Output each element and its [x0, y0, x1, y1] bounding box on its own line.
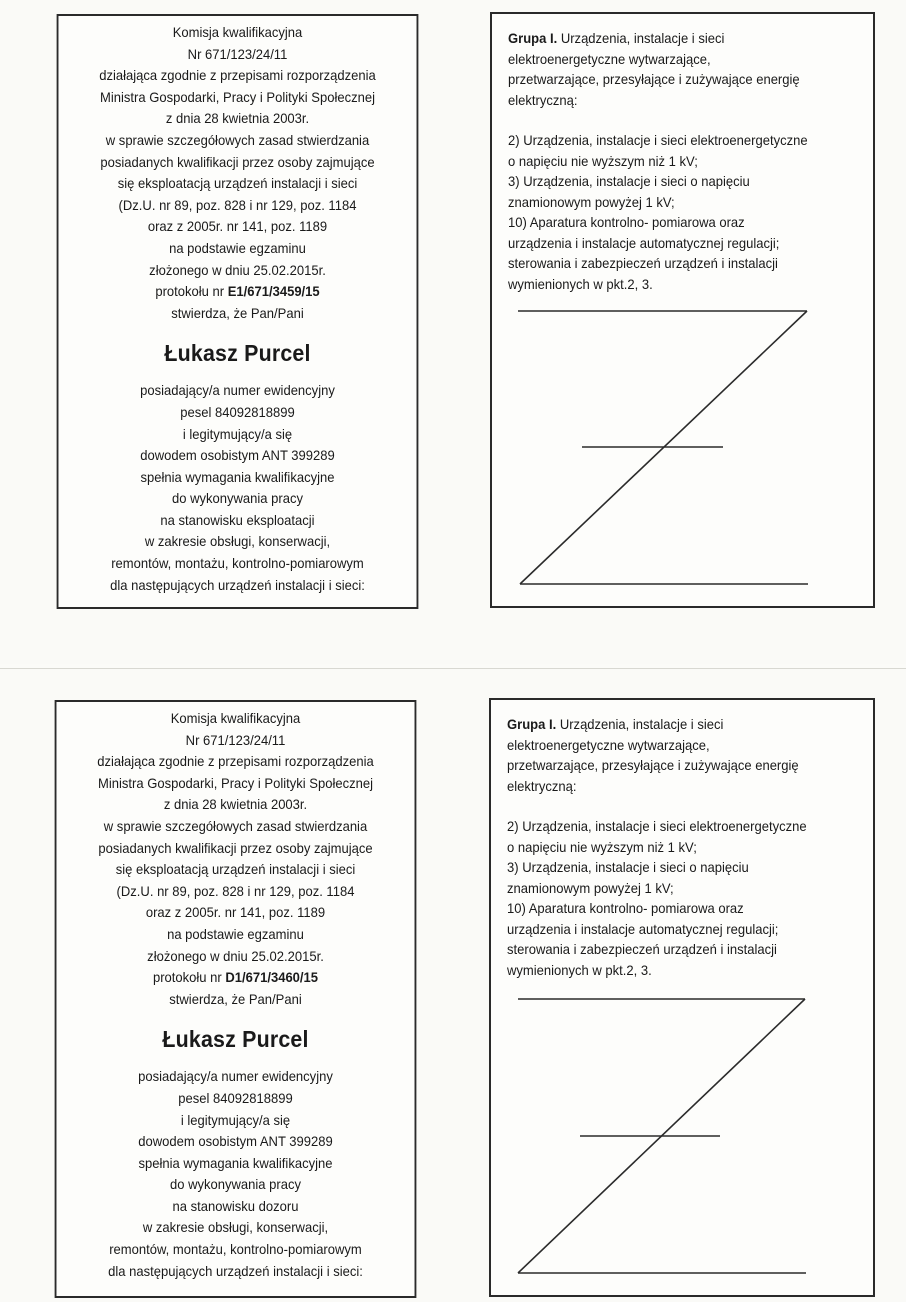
- item-line: 2) Urządzenia, instalacje i sieci elektroenergetyczne: [508, 132, 808, 148]
- protocol-number: E1/671/3459/15: [227, 283, 320, 300]
- states-line: stwierdza, że Pan/Pani: [171, 304, 304, 321]
- front-line: posiadający/a numer ewidencyjny: [138, 1068, 333, 1085]
- item-line: sterowania i zabezpieczeń urządzeń i instalacji: [508, 255, 778, 271]
- front-line: w sprawie szczegółowych zasad stwierdzania: [105, 131, 370, 148]
- front-line: na stanowisku eksploatacji: [160, 511, 315, 528]
- front-line: (Dz.U. nr 89, poz. 828 i nr 129, poz. 1184: [118, 196, 357, 213]
- item-line: znamionowym powyżej 1 kV;: [508, 193, 675, 210]
- front-line: Nr 671/123/24/11: [185, 731, 286, 748]
- z-strikeout-mark: [0, 669, 906, 1302]
- protocol-prefix: protokołu nr: [155, 283, 228, 300]
- item-line: 3) Urządzenia, instalacje i sieci o napięciu: [507, 859, 749, 875]
- front-line: dowodem osobistym ANT 399289: [138, 1133, 333, 1150]
- protocol-prefix: protokołu nr: [152, 969, 226, 986]
- front-line: z dnia 28 kwietnia 2003r.: [163, 796, 308, 813]
- item-line: sterowania i zabezpieczeń urządzeń i instalacji: [507, 941, 777, 957]
- group-label: Grupa I.: [507, 716, 557, 732]
- states-line: stwierdza, że Pan/Pani: [169, 990, 302, 1007]
- front-line: na stanowisku dozoru: [172, 1197, 299, 1214]
- holder-name: Łukasz Purcel: [164, 340, 311, 367]
- front-line: posiadający/a numer ewidencyjny: [140, 382, 335, 399]
- front-line: dowodem osobistym ANT 399289: [140, 447, 335, 464]
- item-line: 10) Aparatura kontrolno- pomiarowa oraz: [507, 900, 744, 916]
- item-line: wymienionych w pkt.2, 3.: [507, 961, 652, 978]
- front-line: na podstawie egzaminu: [169, 239, 306, 256]
- front-line: w sprawie szczegółowych zasad stwierdzania: [103, 817, 368, 834]
- front-line: pesel 84092818899: [178, 1089, 293, 1106]
- front-line: do wykonywania pracy: [171, 490, 303, 507]
- certificate-sheet-2: [0, 668, 906, 1302]
- front-line: i legitymujący/a się: [180, 1111, 291, 1128]
- front-line: posiadanych kwalifikacji przez osoby zajmujące: [98, 839, 373, 856]
- front-line: Ministra Gospodarki, Pracy i Polityki Społecznej: [98, 774, 373, 791]
- item-line: o napięciu nie wyższym niż 1 kV;: [507, 838, 697, 855]
- group-line: elektroenergetyczne wytwarzające,: [507, 736, 710, 753]
- protocol-number: D1/671/3460/15: [225, 969, 319, 986]
- front-line: i legitymujący/a się: [182, 425, 293, 442]
- group-line: elektryczną:: [508, 91, 578, 108]
- item-line: 2) Urządzenia, instalacje i sieci elektroenergetyczne: [507, 818, 807, 834]
- front-line: do wykonywania pracy: [169, 1176, 301, 1193]
- front-line: Komisja kwalifikacyjna: [170, 710, 301, 726]
- group-line: przetwarzające, przesyłające i zużywające energię: [507, 757, 799, 773]
- front-line: remontów, montażu, kontrolno-pomiarowym: [111, 555, 364, 572]
- item-line: o napięciu nie wyższym niż 1 kV;: [508, 152, 698, 169]
- front-line: remontów, montażu, kontrolno-pomiarowym: [109, 1241, 362, 1258]
- front-line: się eksploatacją urządzeń instalacji i sieci: [115, 861, 356, 878]
- item-line: znamionowym powyżej 1 kV;: [507, 879, 674, 896]
- front-line: Nr 671/123/24/11: [187, 45, 288, 62]
- front-line: oraz z 2005r. nr 141, poz. 1189: [147, 218, 328, 235]
- item-line: urządzenia i instalacje automatycznej regulacji;: [508, 234, 780, 251]
- front-line: oraz z 2005r. nr 141, poz. 1189: [145, 904, 326, 921]
- front-line: dla następujących urządzeń instalacji i sieci:: [108, 1262, 363, 1279]
- item-line: urządzenia i instalacje automatycznej regulacji;: [507, 920, 779, 937]
- front-line: w zakresie obsługi, konserwacji,: [142, 1219, 329, 1236]
- front-line: działająca zgodnie z przepisami rozporządzenia: [97, 753, 374, 770]
- group-label: Grupa I.: [508, 30, 558, 46]
- group-line: elektroenergetyczne wytwarzające,: [508, 50, 711, 67]
- front-line: w zakresie obsługi, konserwacji,: [144, 533, 331, 550]
- front-line: spełnia wymagania kwalifikacyjne: [140, 468, 335, 485]
- front-line: złożonego w dniu 25.02.2015r.: [147, 947, 324, 964]
- front-line: złożonego w dniu 25.02.2015r.: [149, 261, 326, 278]
- front-line: się eksploatacją urządzeń instalacji i sieci: [117, 175, 358, 192]
- front-line: Ministra Gospodarki, Pracy i Polityki Społecznej: [100, 88, 375, 105]
- front-line: na podstawie egzaminu: [167, 925, 304, 942]
- front-line: działająca zgodnie z przepisami rozporządzenia: [99, 67, 376, 84]
- item-line: 3) Urządzenia, instalacje i sieci o napięciu: [508, 173, 750, 189]
- item-line: wymienionych w pkt.2, 3.: [508, 275, 653, 292]
- front-line: pesel 84092818899: [180, 403, 295, 420]
- item-line: 10) Aparatura kontrolno- pomiarowa oraz: [508, 214, 745, 230]
- front-line: dla następujących urządzeń instalacji i sieci:: [110, 576, 365, 593]
- group-line: przetwarzające, przesyłające i zużywające energię: [508, 71, 800, 87]
- group-text: Urządzenia, instalacje i sieci: [556, 716, 724, 732]
- front-line: Komisja kwalifikacyjna: [172, 24, 303, 40]
- group-line: elektryczną:: [507, 777, 577, 794]
- front-line: (Dz.U. nr 89, poz. 828 i nr 129, poz. 1184: [116, 882, 355, 899]
- front-line: posiadanych kwalifikacji przez osoby zajmujące: [100, 153, 375, 170]
- front-line: spełnia wymagania kwalifikacyjne: [138, 1154, 333, 1171]
- front-line: z dnia 28 kwietnia 2003r.: [165, 110, 310, 127]
- holder-name: Łukasz Purcel: [162, 1026, 309, 1053]
- group-text: Urządzenia, instalacje i sieci: [557, 30, 725, 46]
